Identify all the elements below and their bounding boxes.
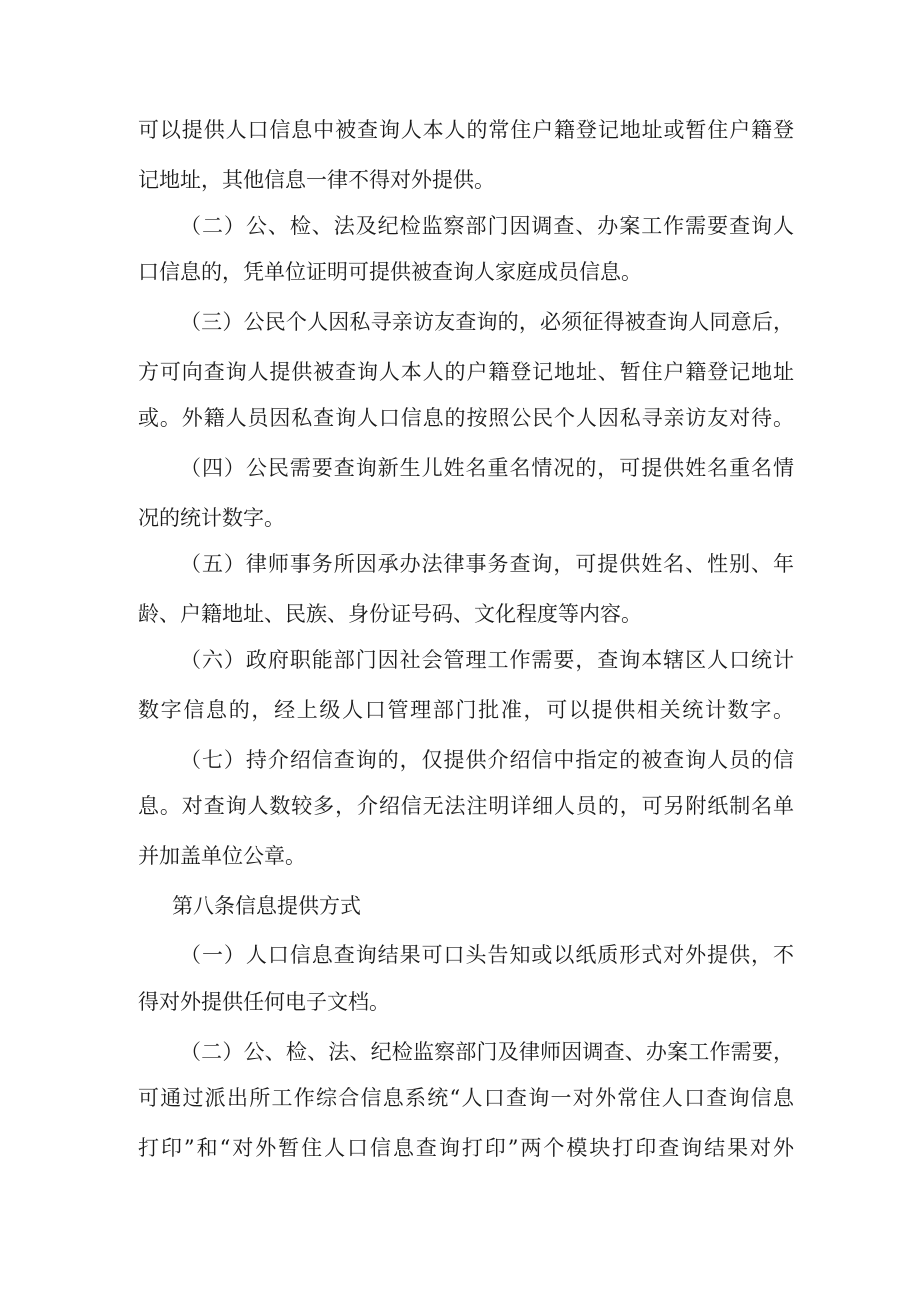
paragraph-4-line: （四）公民需要查询新生儿姓名重名情况的，可提供姓名重名情 [180,456,794,480]
text-line: 口信息的，凭单位证明可提供被查询人家庭成员信息。 [138,260,642,284]
paragraph-3-line: （三）公民个人因私寻亲访友查询的，必须征得被查询人同意后， [180,310,794,334]
text-line: 打印”和“对外暂住人口信息查询打印”两个模块打印查询结果对外 [138,1136,794,1160]
article-heading: 第八条信息提供方式 [172,894,361,918]
text-line: 记地址，其他信息一律不得对外提供。 [138,168,495,192]
text-line: 况的统计数字。 [138,506,285,530]
text-line: 可通过派出所工作综合信息系统“人口查询一对外常住人口查询信息 [138,1086,794,1110]
text-line: 或。外籍人员因私查询人口信息的按照公民个人因私寻亲访友对待。 [138,406,794,430]
paragraph-8-2-line: （二）公、检、法、纪检监察部门及律师因调查、办案工作需要， [180,1040,794,1064]
text-line: 并加盖单位公章。 [138,844,306,868]
text-line: 龄、户籍地址、民族、身份证号码、文化程度等内容。 [138,602,642,626]
text-line: 息。对查询人数较多，介绍信无法注明详细人员的，可另附纸制名单 [138,794,794,818]
paragraph-2-line: （二）公、检、法及纪检监察部门因调查、办案工作需要查询人 [180,214,794,238]
paragraph-7-line: （七）持介绍信查询的，仅提供介绍信中指定的被查询人员的信 [180,748,794,772]
text-line: 方可向查询人提供被查询人本人的户籍登记地址、暂住户籍登记地址 [138,360,794,384]
text-line: 数字信息的，经上级人口管理部门批准，可以提供相关统计数字。 [138,698,794,722]
paragraph-6-line: （六）政府职能部门因社会管理工作需要，查询本辖区人口统计 [180,648,794,672]
text-line: 得对外提供任何电子文档。 [138,990,390,1014]
paragraph-5-line: （五）律师事务所因承办法律事务查询，可提供姓名、性别、年 [180,552,794,576]
paragraph-8-1-line: （一）人口信息查询结果可口头告知或以纸质形式对外提供，不 [180,943,794,967]
text-line: 可以提供人口信息中被查询人本人的常住户籍登记地址或暂住户籍登 [138,118,794,142]
